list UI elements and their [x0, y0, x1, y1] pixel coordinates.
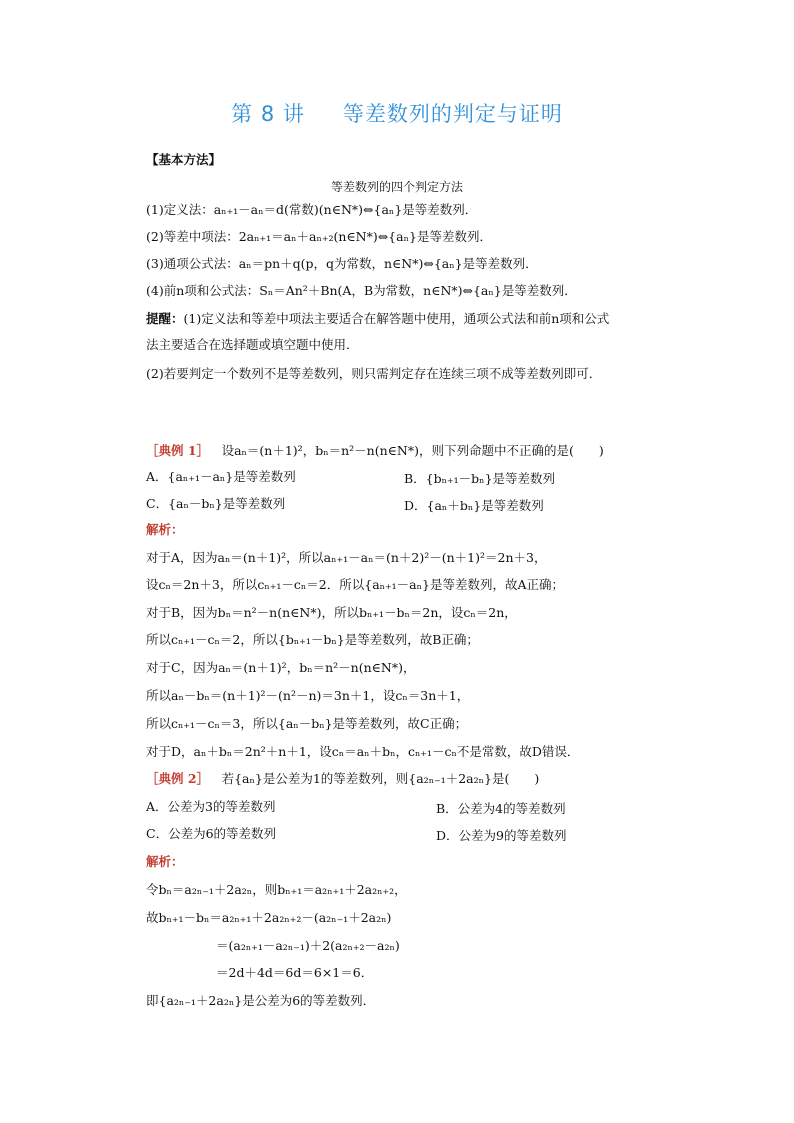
methods-subheading: 等差数列的四个判定方法	[330, 180, 463, 194]
example2-label: ［典例 2］	[146, 771, 210, 786]
example2-solution-line: ＝(a₂ₙ₊₁－a₂ₙ₋₁)＋2(a₂ₙ₊₂－a₂ₙ)	[216, 938, 400, 953]
example1-solution-line: 所以cₙ₊₁－cₙ＝2，所以{bₙ₊₁－bₙ}是等差数列，故B正确；	[146, 632, 479, 647]
example1-solution-line: 对于B，因为bₙ＝n²－n(n∈N*)，所以bₙ₊₁－bₙ＝2n，设cₙ＝2n，	[146, 605, 517, 620]
lecture-topic: 等差数列的判定与证明	[342, 102, 563, 126]
example2-solution-label: 解析：	[146, 854, 184, 869]
tip-line-2: 法主要适合在选择题或填空题中使用．	[146, 337, 359, 352]
example2-option-d: D．公差为9的等差数列	[436, 828, 567, 843]
basic-method-heading: 【基本方法】	[146, 152, 222, 167]
example1-solution-line: 对于A，因为aₙ＝(n＋1)²，所以aₙ₊₁－aₙ＝(n＋2)²－(n＋1)²＝2n＋3，	[146, 550, 547, 565]
example1-option-a: A．{aₙ₊₁－aₙ}是等差数列	[146, 469, 296, 484]
example1-label: ［典例 1］	[146, 443, 210, 458]
method-4: (4)前n项和公式法：Sₙ＝An²＋Bn(A，B为常数，n∈N*)⇔{aₙ}是等差数列．	[146, 283, 577, 298]
lecture-number: 第 8 讲	[231, 102, 305, 126]
page-title	[0, 98, 794, 128]
example1-option-c: C．{aₙ－bₙ}是等差数列	[146, 496, 286, 511]
tip-label: 提醒：	[146, 311, 184, 326]
example2-solution-line: 即{a₂ₙ₋₁＋2a₂ₙ}是公差为6的等差数列．	[146, 993, 376, 1008]
example1-solution-line: 所以cₙ₊₁－cₙ＝3，所以{aₙ－bₙ}是等差数列，故C正确；	[146, 716, 468, 731]
example2-option-b: B．公差为4的等差数列	[436, 801, 566, 816]
example1-solution-label: 解析：	[146, 522, 184, 537]
method-1: (1)定义法：aₙ₊₁－aₙ＝d(常数)(n∈N*)⇔{aₙ}是等差数列．	[146, 202, 478, 217]
example2-solution-line: ＝2d＋4d＝6d＝6×1＝6．	[216, 965, 374, 980]
example1-solution-line: 设cₙ＝2n＋3，所以cₙ₊₁－cₙ＝2．所以{aₙ₊₁－aₙ}是等差数列，故A正确；	[146, 577, 565, 592]
example1-question: ［典例 1］ 设aₙ＝(n＋1)²，bₙ＝n²－n(n∈N*)，则下列命题中不正确的是( )	[146, 443, 604, 458]
example1-option-d: D．{aₙ＋bₙ}是等差数列	[404, 498, 544, 513]
tip-line-3: (2)若要判定一个数列不是等差数列，则只需判定存在连续三项不成等差数列即可．	[146, 366, 602, 381]
tip-line-1: 提醒：(1)定义法和等差中项法主要适合在解答题中使用，通项公式法和前n项和公式	[146, 311, 610, 326]
example2-question: ［典例 2］ 若{aₙ}是公差为1的等差数列，则{a₂ₙ₋₁＋2a₂ₙ}是( )	[146, 771, 540, 786]
example2-option-a: A．公差为3的等差数列	[146, 799, 276, 814]
method-3: (3)通项公式法：aₙ＝pn＋q(p，q为常数，n∈N*)⇔{aₙ}是等差数列．	[146, 256, 538, 271]
example1-solution-line: 对于C，因为aₙ＝(n＋1)²，bₙ＝n²－n(n∈N*)，	[146, 660, 416, 675]
method-2: (2)等差中项法：2aₙ₊₁＝aₙ＋aₙ₊₂(n∈N*)⇔{aₙ}是等差数列．	[146, 229, 492, 244]
example1-solution-line: 对于D，aₙ＋bₙ＝2n²＋n＋1，设cₙ＝aₙ＋bₙ，cₙ₊₁－cₙ不是常数，故D错误．	[146, 744, 580, 759]
example2-solution-line: 故bₙ₊₁－bₙ＝a₂ₙ₊₁＋2a₂ₙ₊₂－(a₂ₙ₋₁＋2a₂ₙ)	[146, 910, 392, 925]
example1-option-b: B．{bₙ₊₁－bₙ}是等差数列	[404, 471, 556, 486]
example1-solution-line: 所以aₙ－bₙ＝(n＋1)²－(n²－n)＝3n＋1，设cₙ＝3n＋1，	[146, 688, 470, 703]
example2-option-c: C．公差为6的等差数列	[146, 826, 277, 841]
example2-solution-line: 令bₙ＝a₂ₙ₋₁＋2a₂ₙ，则bₙ₊₁＝a₂ₙ₊₁＋2a₂ₙ₊₂，	[146, 882, 407, 897]
